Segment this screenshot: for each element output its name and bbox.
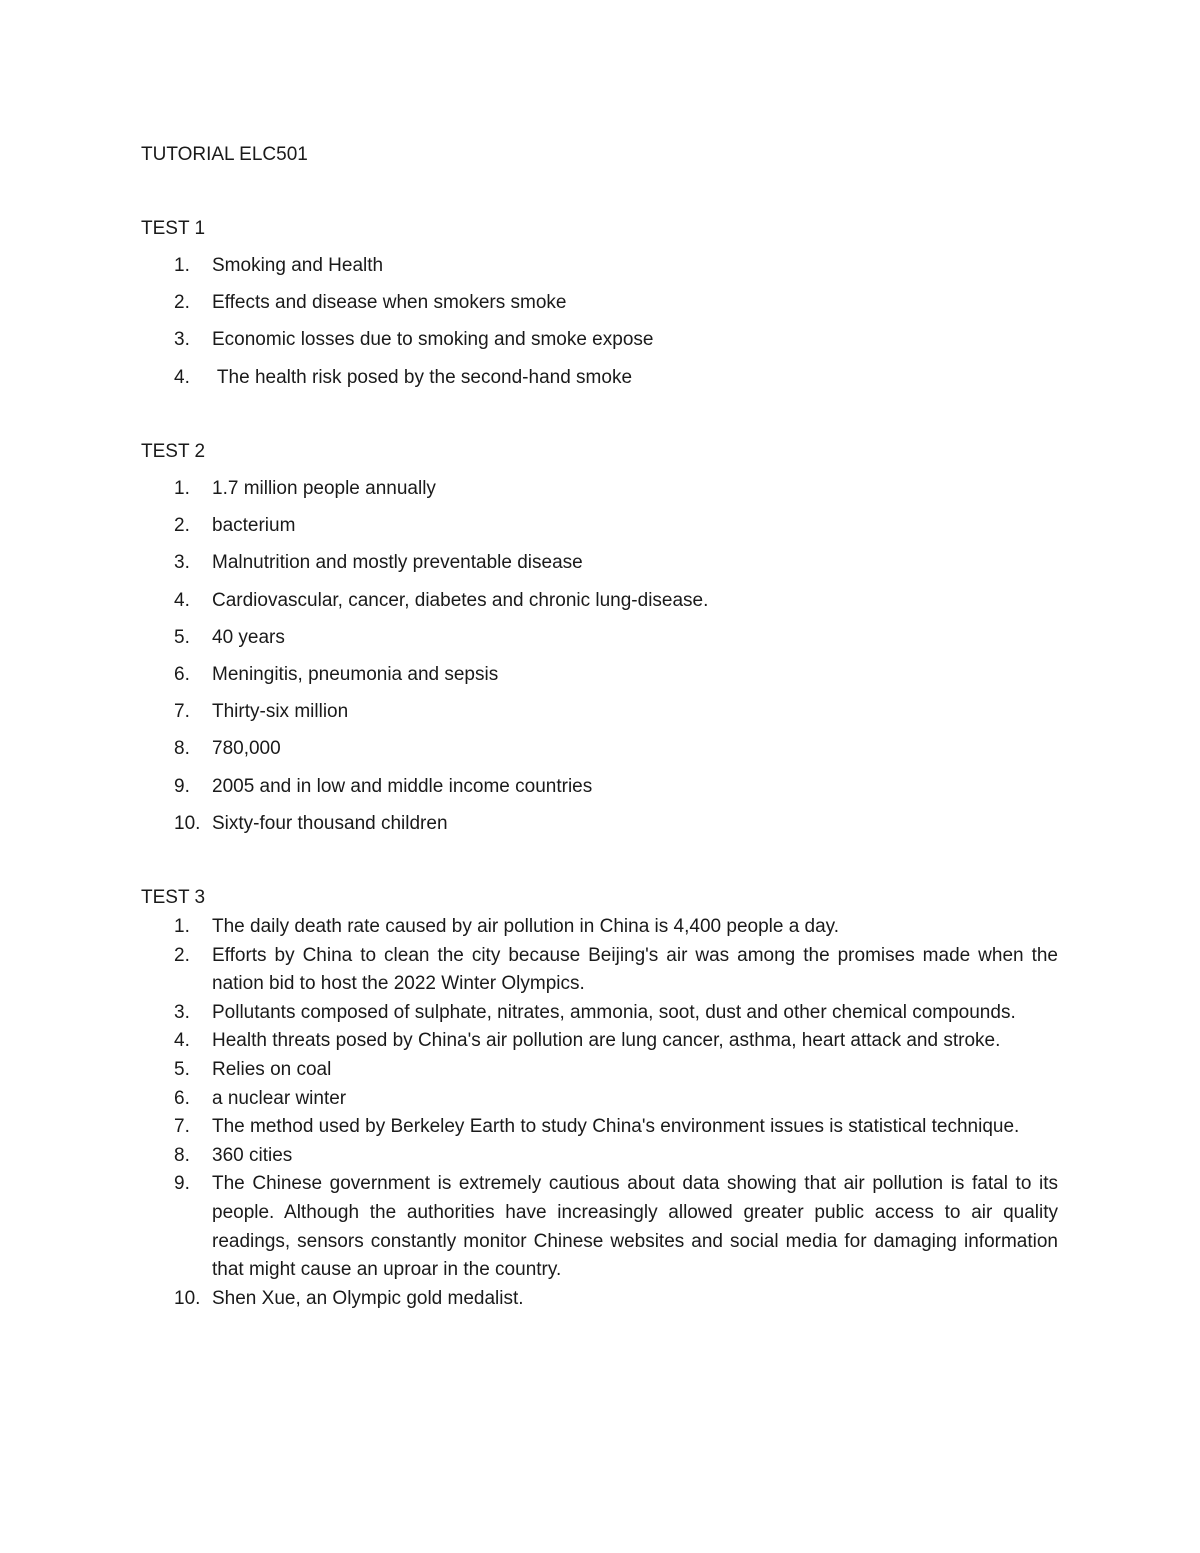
item-text: Malnutrition and mostly preventable disease bbox=[212, 552, 583, 574]
item-number: 5. bbox=[174, 626, 190, 648]
item-text: Smoking and Health bbox=[212, 255, 384, 276]
list-item bbox=[141, 774, 1058, 811]
item-text: Economic losses due to smoking and smoke expose bbox=[212, 329, 654, 351]
list-item bbox=[141, 513, 1058, 550]
item-number: 9. bbox=[174, 775, 190, 797]
item-number: 3. bbox=[174, 552, 190, 574]
item-text: Pollutants composed of sulphate, nitrates, ammonia, soot, dust and other chemical compounds. bbox=[212, 1001, 1016, 1023]
item-number: 10. bbox=[174, 1287, 201, 1309]
test-3-heading: TEST 3 bbox=[141, 887, 206, 908]
list-item bbox=[141, 1056, 1058, 1085]
item-number: 2. bbox=[174, 515, 190, 537]
test-3-answer-list bbox=[141, 913, 1058, 1313]
item-number: 1. bbox=[174, 916, 190, 937]
list-item bbox=[141, 1285, 1058, 1314]
item-number: 4. bbox=[174, 366, 190, 388]
list-item bbox=[141, 1170, 1058, 1284]
list-item bbox=[141, 253, 1058, 290]
item-text: Efforts by China to clean the city because Beijing's air was among the promises made when the nation bid to host the 2022 Winter Olympics. bbox=[212, 944, 1058, 995]
item-number: 2. bbox=[174, 944, 190, 966]
item-text: Sixty-four thousand children bbox=[212, 812, 448, 834]
item-number: 6. bbox=[174, 1087, 190, 1109]
list-item bbox=[141, 699, 1058, 736]
item-number: 10. bbox=[174, 812, 201, 834]
item-text: Relies on coal bbox=[212, 1058, 332, 1080]
item-text: Health threats posed by China's air pollution are lung cancer, asthma, heart attack and stroke. bbox=[212, 1030, 1001, 1052]
item-text: Thirty-six million bbox=[212, 701, 349, 723]
item-text: The daily death rate caused by air pollution in China is 4,400 people a day. bbox=[212, 916, 840, 937]
item-number: 5. bbox=[174, 1058, 190, 1080]
list-item bbox=[141, 476, 1058, 513]
item-number: 4. bbox=[174, 589, 190, 611]
item-text: The health risk posed by the second-hand smoke bbox=[212, 366, 633, 388]
item-number: 2. bbox=[174, 292, 190, 314]
list-item bbox=[141, 999, 1058, 1028]
item-number: 1. bbox=[174, 255, 190, 276]
item-text: bacterium bbox=[212, 515, 296, 537]
item-text: The method used by Berkeley Earth to study China's environment issues is statistical technique. bbox=[212, 1116, 1020, 1138]
list-item bbox=[141, 365, 1058, 402]
list-item bbox=[141, 662, 1058, 699]
test-2-answer-list bbox=[141, 476, 1058, 848]
item-number: 4. bbox=[174, 1030, 190, 1052]
document-title: TUTORIAL ELC501 bbox=[141, 144, 308, 165]
item-number: 1. bbox=[174, 478, 190, 499]
item-text: 2005 and in low and middle income countries bbox=[212, 775, 593, 797]
item-number: 3. bbox=[174, 329, 190, 351]
test-1-heading: TEST 1 bbox=[141, 218, 206, 239]
item-text: Effects and disease when smokers smoke bbox=[212, 292, 567, 314]
item-text: Cardiovascular, cancer, diabetes and chronic lung-disease. bbox=[212, 589, 709, 611]
list-item bbox=[141, 1142, 1058, 1171]
list-item bbox=[141, 625, 1058, 662]
item-number: 7. bbox=[174, 1116, 190, 1138]
item-text: 360 cities bbox=[212, 1144, 293, 1166]
list-item bbox=[141, 1085, 1058, 1114]
item-text: 40 years bbox=[212, 626, 285, 648]
item-number: 9. bbox=[174, 1173, 190, 1195]
list-item bbox=[141, 550, 1058, 587]
item-number: 7. bbox=[174, 701, 190, 723]
item-text: Shen Xue, an Olympic gold medalist. bbox=[212, 1287, 524, 1309]
list-item bbox=[141, 1113, 1058, 1142]
item-text: 780,000 bbox=[212, 738, 281, 760]
item-number: 6. bbox=[174, 663, 190, 685]
test-1-answer-list bbox=[141, 253, 1058, 402]
list-item bbox=[141, 736, 1058, 773]
item-number: 8. bbox=[174, 738, 190, 760]
list-item bbox=[141, 290, 1058, 327]
list-item bbox=[141, 327, 1058, 364]
item-number: 3. bbox=[174, 1001, 190, 1023]
list-item bbox=[141, 588, 1058, 625]
item-text: 1.7 million people annually bbox=[212, 478, 436, 499]
item-text: The Chinese government is extremely cautious about data showing that air pollution is fatal to its people. Although the authorities have increasingly allowed greater public access to air quality readings, sensors constantly monitor Chinese websites and social media for damaging information that might cause an uproar in the country. bbox=[212, 1173, 1058, 1281]
list-item bbox=[141, 913, 1058, 942]
test-2-heading: TEST 2 bbox=[141, 441, 206, 462]
list-item bbox=[141, 1027, 1058, 1056]
list-item bbox=[141, 811, 1058, 848]
item-text: Meningitis, pneumonia and sepsis bbox=[212, 663, 499, 685]
list-item bbox=[141, 942, 1058, 999]
item-text: a nuclear winter bbox=[212, 1087, 347, 1109]
item-number: 8. bbox=[174, 1144, 190, 1166]
